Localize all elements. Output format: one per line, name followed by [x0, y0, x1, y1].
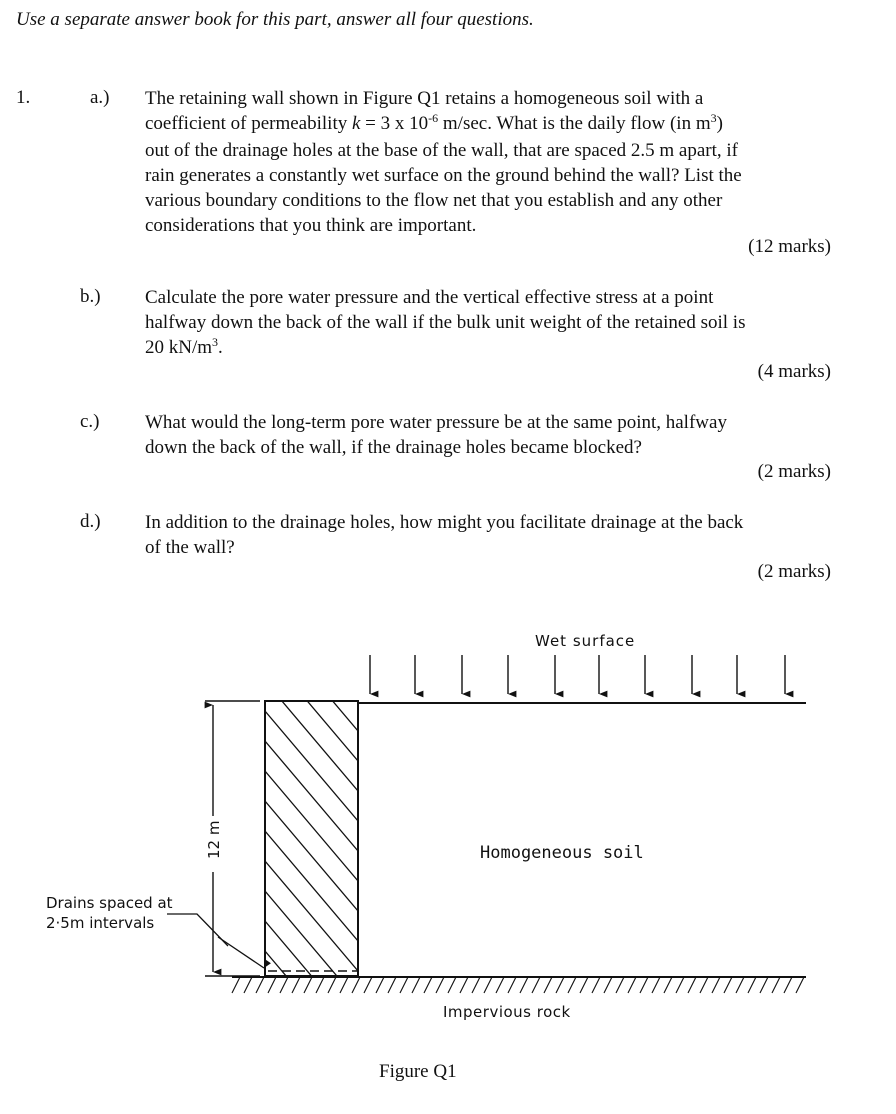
height-label: 12 m — [205, 820, 223, 859]
part-c-label: c.) — [80, 411, 100, 432]
question-number: 1. — [16, 87, 31, 108]
figure-caption: Figure Q1 — [379, 1061, 457, 1082]
part-d-marks: (2 marks) — [757, 561, 831, 582]
wet-surface-label: Wet surface — [535, 632, 636, 650]
k-value: = 3 x 10 — [360, 113, 429, 134]
unit-exponent: 3 — [212, 335, 219, 349]
part-a-line: various boundary conditions to the flow net that you establish and any other — [145, 190, 723, 211]
impervious-rock-boundary — [232, 977, 806, 993]
units-exponent: 3 — [710, 111, 717, 125]
k-exponent: -6 — [428, 111, 439, 125]
instructions-header: Use a separate answer book for this part, answer all four questions. — [16, 9, 534, 30]
k-units: m/sec. What is the daily flow (in m — [438, 113, 711, 134]
part-a-line: coefficient of permeability — [145, 113, 348, 134]
part-b-line: Calculate the pore water pressure and the vertical effective stress at a point — [145, 287, 714, 308]
part-c-line: down the back of the wall, if the drainage holes became blocked? — [145, 437, 642, 458]
part-d-line: of the wall? — [145, 537, 235, 558]
part-a-line: The retaining wall shown in Figure Q1 retains a homogeneous soil with a — [145, 88, 704, 109]
units-end: ) — [716, 113, 723, 134]
part-c-line: What would the long-term pore water pressure be at the same point, halfway — [145, 412, 727, 433]
part-c-marks: (2 marks) — [757, 461, 831, 482]
drains-label-line1: Drains spaced at — [46, 894, 173, 912]
part-a-line: rain generates a constantly wet surface on the ground behind the wall? List the — [145, 165, 742, 186]
retaining-wall — [265, 621, 358, 1061]
impervious-rock-label: Impervious rock — [443, 1003, 571, 1021]
part-b-marks: (4 marks) — [757, 361, 831, 382]
k-symbol: k — [351, 113, 361, 134]
part-a-line: considerations that you think are important. — [145, 215, 477, 236]
part-b-line: halfway down the back of the wall if the bulk unit weight of the retained soil is — [145, 312, 746, 333]
part-a-label: a.) — [90, 87, 110, 108]
part-b-label: b.) — [80, 286, 101, 307]
rain-arrows — [370, 655, 785, 694]
part-a-line: out of the drainage holes at the base of the wall, that are spaced 2.5 m apart, if — [145, 140, 738, 161]
part-d-line: In addition to the drainage holes, how might you facilitate drainage at the back — [145, 512, 744, 533]
drains-pointer-line — [167, 914, 228, 946]
part-d-label: d.) — [80, 511, 101, 532]
unit-end: . — [218, 337, 223, 358]
drains-label-line2: 2·5m intervals — [46, 914, 155, 932]
drains-pointer-arrow — [218, 937, 264, 968]
part-b-line: 20 kN/m — [145, 337, 213, 358]
homogeneous-soil-label: Homogeneous soil — [480, 843, 644, 863]
part-a-marks: (12 marks) — [748, 236, 831, 257]
